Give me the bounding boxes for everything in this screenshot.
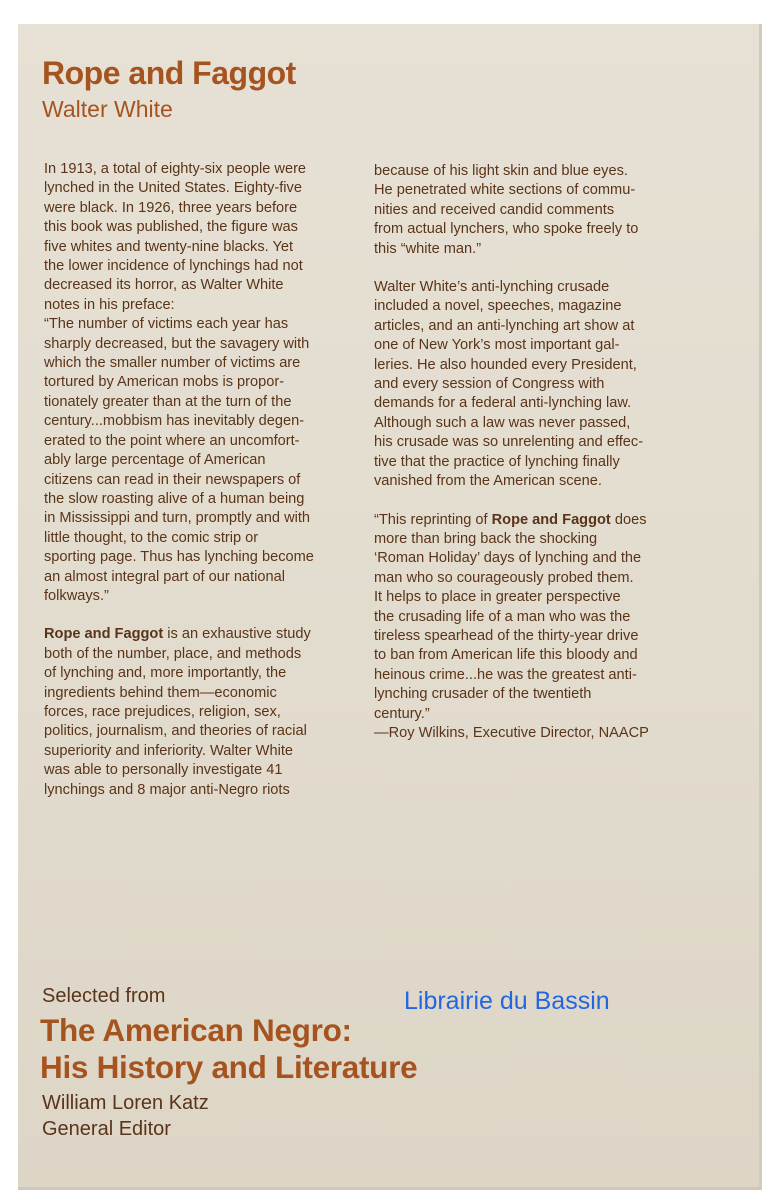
book-title: Rope and Faggot: [42, 55, 296, 91]
left-column: [44, 160, 374, 819]
preface-quote: “The number of victims each year has sharply decreased, but the savagery with which the smaller number of victims are tortured by American mobs is propor- tionately greater than at the turn of the century...mobbism has inevitably degen- erated to the point where an uncomfort- ably large percentage of American citizens can read in their newspapers of the slow roasting alive of a human being in Mississippi and turn, promptly and with little thought, to the comic strip or sporting page. Thus has lynching become an almost integral part of our national folkways.”: [44, 316, 314, 604]
bookseller-watermark: Librairie du Bassin: [404, 987, 610, 1015]
selected-from-label: Selected from: [42, 985, 166, 1007]
study-book-title: Rope and Faggot: [44, 626, 164, 643]
wilkins-quote-text: does more than bring back the shocking ‘Roman Holiday’ days of lynching and the man who so courageously probed them. It helps to place in greater perspective the crusading life of a man who was the tireless spearhead of the thirty-year drive to ban from American life this bloody and heinous crime...he was the greatest anti- lynching crusader of the twentieth century.”: [374, 511, 647, 722]
series-title: The American Negro: His History and Literature: [40, 1012, 418, 1085]
continuation-paragraph: because of his light skin and blue eyes. He penetrated white sections of commu- nities and received candid comments from actual lynchers, who spoke freely to this “white man.”: [374, 163, 639, 257]
general-editor: William Loren Katz General Editor: [42, 1092, 209, 1140]
right-column: [374, 162, 709, 762]
intro-paragraph: In 1913, a total of eighty-six people were lynched in the United States. Eighty-five were black. In 1926, three years before this book was published, the figure was five whites and twenty-nine blacks. Yet the lower incidence of lynchings had not decreased its horror, as Walter White notes in his preface:: [44, 161, 307, 313]
quote-attribution: —Roy Wilkins, Executive Director, NAACP: [374, 724, 649, 741]
wilkins-quote-book-title: Rope and Faggot: [491, 511, 611, 528]
book-author: Walter White: [42, 96, 173, 122]
wilkins-quote-start: “This reprinting of: [374, 511, 492, 528]
study-paragraph: [44, 625, 374, 800]
crusade-paragraph: Walter White’s anti-lynching crusade included a novel, speeches, magazine articles, and an anti-lynching art show at one of New York’s most important gal- leries. He also hounded every President, and every session of Congress with demands for a federal anti-lynching law. Although such a law was never passed, his crusade was so unrelenting and effec- tive that the practice of lynching finally vanished from the American scene.: [374, 279, 644, 490]
study-paragraph-text: is an exhaustive study both of the number, place, and methods of lynching and, more importantly, the ingredients behind them—economic forces, race prejudices, religion, sex, politics, journalism, and theories of racial superiority and inferiority. Walter White was able to personally investigate 41 lynchings and 8 major anti-Negro riots: [44, 626, 311, 798]
wilkins-quote: [374, 511, 709, 724]
